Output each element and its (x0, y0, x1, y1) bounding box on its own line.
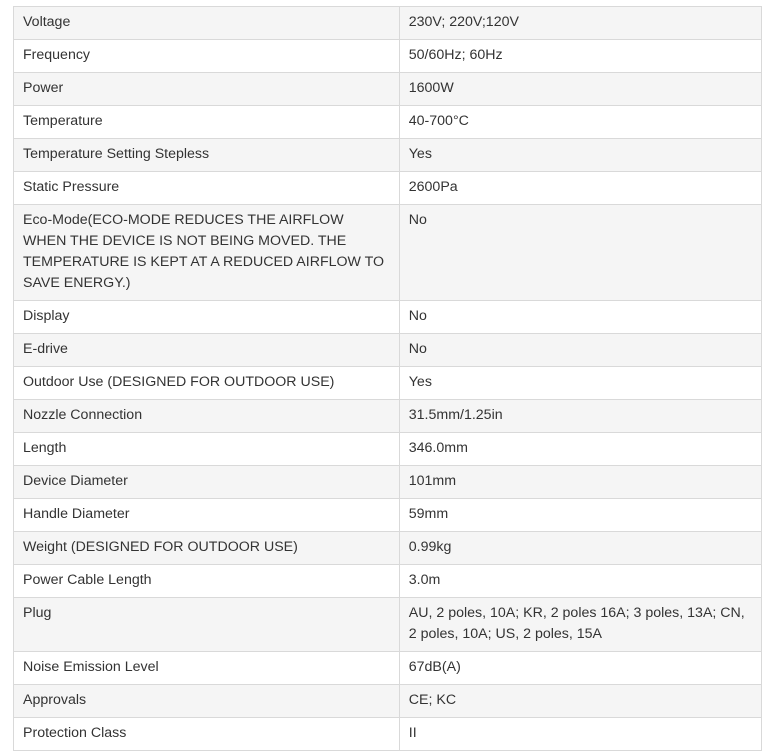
spec-label: Noise Emission Level (14, 652, 400, 685)
table-row (14, 205, 762, 301)
spec-label: Nozzle Connection (14, 400, 400, 433)
spec-label: Static Pressure (14, 172, 400, 205)
spec-label: Eco-Mode(ECO-MODE REDUCES THE AIRFLOW WHEN THE DEVICE IS NOT BEING MOVED. THE TEMPERATURE IS KEPT AT A REDUCED AIRFLOW TO SAVE ENERGY.) (14, 205, 400, 301)
table-row (14, 334, 762, 367)
spec-table (13, 6, 762, 751)
spec-label: Plug (14, 598, 400, 652)
table-row (14, 40, 762, 73)
spec-value: 0.99kg (399, 532, 761, 565)
table-row (14, 532, 762, 565)
table-row (14, 301, 762, 334)
table-row (14, 367, 762, 400)
table-row (14, 499, 762, 532)
spec-label: Power Cable Length (14, 565, 400, 598)
table-row (14, 466, 762, 499)
spec-value: 59mm (399, 499, 761, 532)
spec-value: 1600W (399, 73, 761, 106)
spec-label: Device Diameter (14, 466, 400, 499)
table-row (14, 652, 762, 685)
spec-value: No (399, 205, 761, 301)
table-row (14, 598, 762, 652)
spec-value: 50/60Hz; 60Hz (399, 40, 761, 73)
spec-value: No (399, 301, 761, 334)
spec-label: Length (14, 433, 400, 466)
table-row (14, 73, 762, 106)
spec-label: Weight (DESIGNED FOR OUTDOOR USE) (14, 532, 400, 565)
spec-value: 67dB(A) (399, 652, 761, 685)
spec-label: Temperature (14, 106, 400, 139)
spec-value: Yes (399, 367, 761, 400)
spec-value: 346.0mm (399, 433, 761, 466)
spec-label: Handle Diameter (14, 499, 400, 532)
table-row (14, 172, 762, 205)
table-row (14, 718, 762, 751)
table-row (14, 400, 762, 433)
spec-value: CE; KC (399, 685, 761, 718)
spec-label: Frequency (14, 40, 400, 73)
spec-label: Approvals (14, 685, 400, 718)
table-row (14, 565, 762, 598)
spec-value: AU, 2 poles, 10A; KR, 2 poles 16A; 3 poles, 13A; CN, 2 poles, 10A; US, 2 poles, 15A (399, 598, 761, 652)
spec-label: Voltage (14, 7, 400, 40)
spec-label: Temperature Setting Stepless (14, 139, 400, 172)
spec-value: 3.0m (399, 565, 761, 598)
table-row (14, 106, 762, 139)
spec-label: Protection Class (14, 718, 400, 751)
spec-value: Yes (399, 139, 761, 172)
spec-value: 40-700°C (399, 106, 761, 139)
spec-value: II (399, 718, 761, 751)
spec-label: Outdoor Use (DESIGNED FOR OUTDOOR USE) (14, 367, 400, 400)
spec-value: 101mm (399, 466, 761, 499)
table-row (14, 7, 762, 40)
table-row (14, 433, 762, 466)
spec-label: Display (14, 301, 400, 334)
spec-value: No (399, 334, 761, 367)
spec-value: 31.5mm/1.25in (399, 400, 761, 433)
table-row (14, 139, 762, 172)
table-row (14, 685, 762, 718)
spec-value: 2600Pa (399, 172, 761, 205)
spec-value: 230V; 220V;120V (399, 7, 761, 40)
spec-label: Power (14, 73, 400, 106)
spec-table-body (14, 7, 762, 751)
spec-label: E-drive (14, 334, 400, 367)
